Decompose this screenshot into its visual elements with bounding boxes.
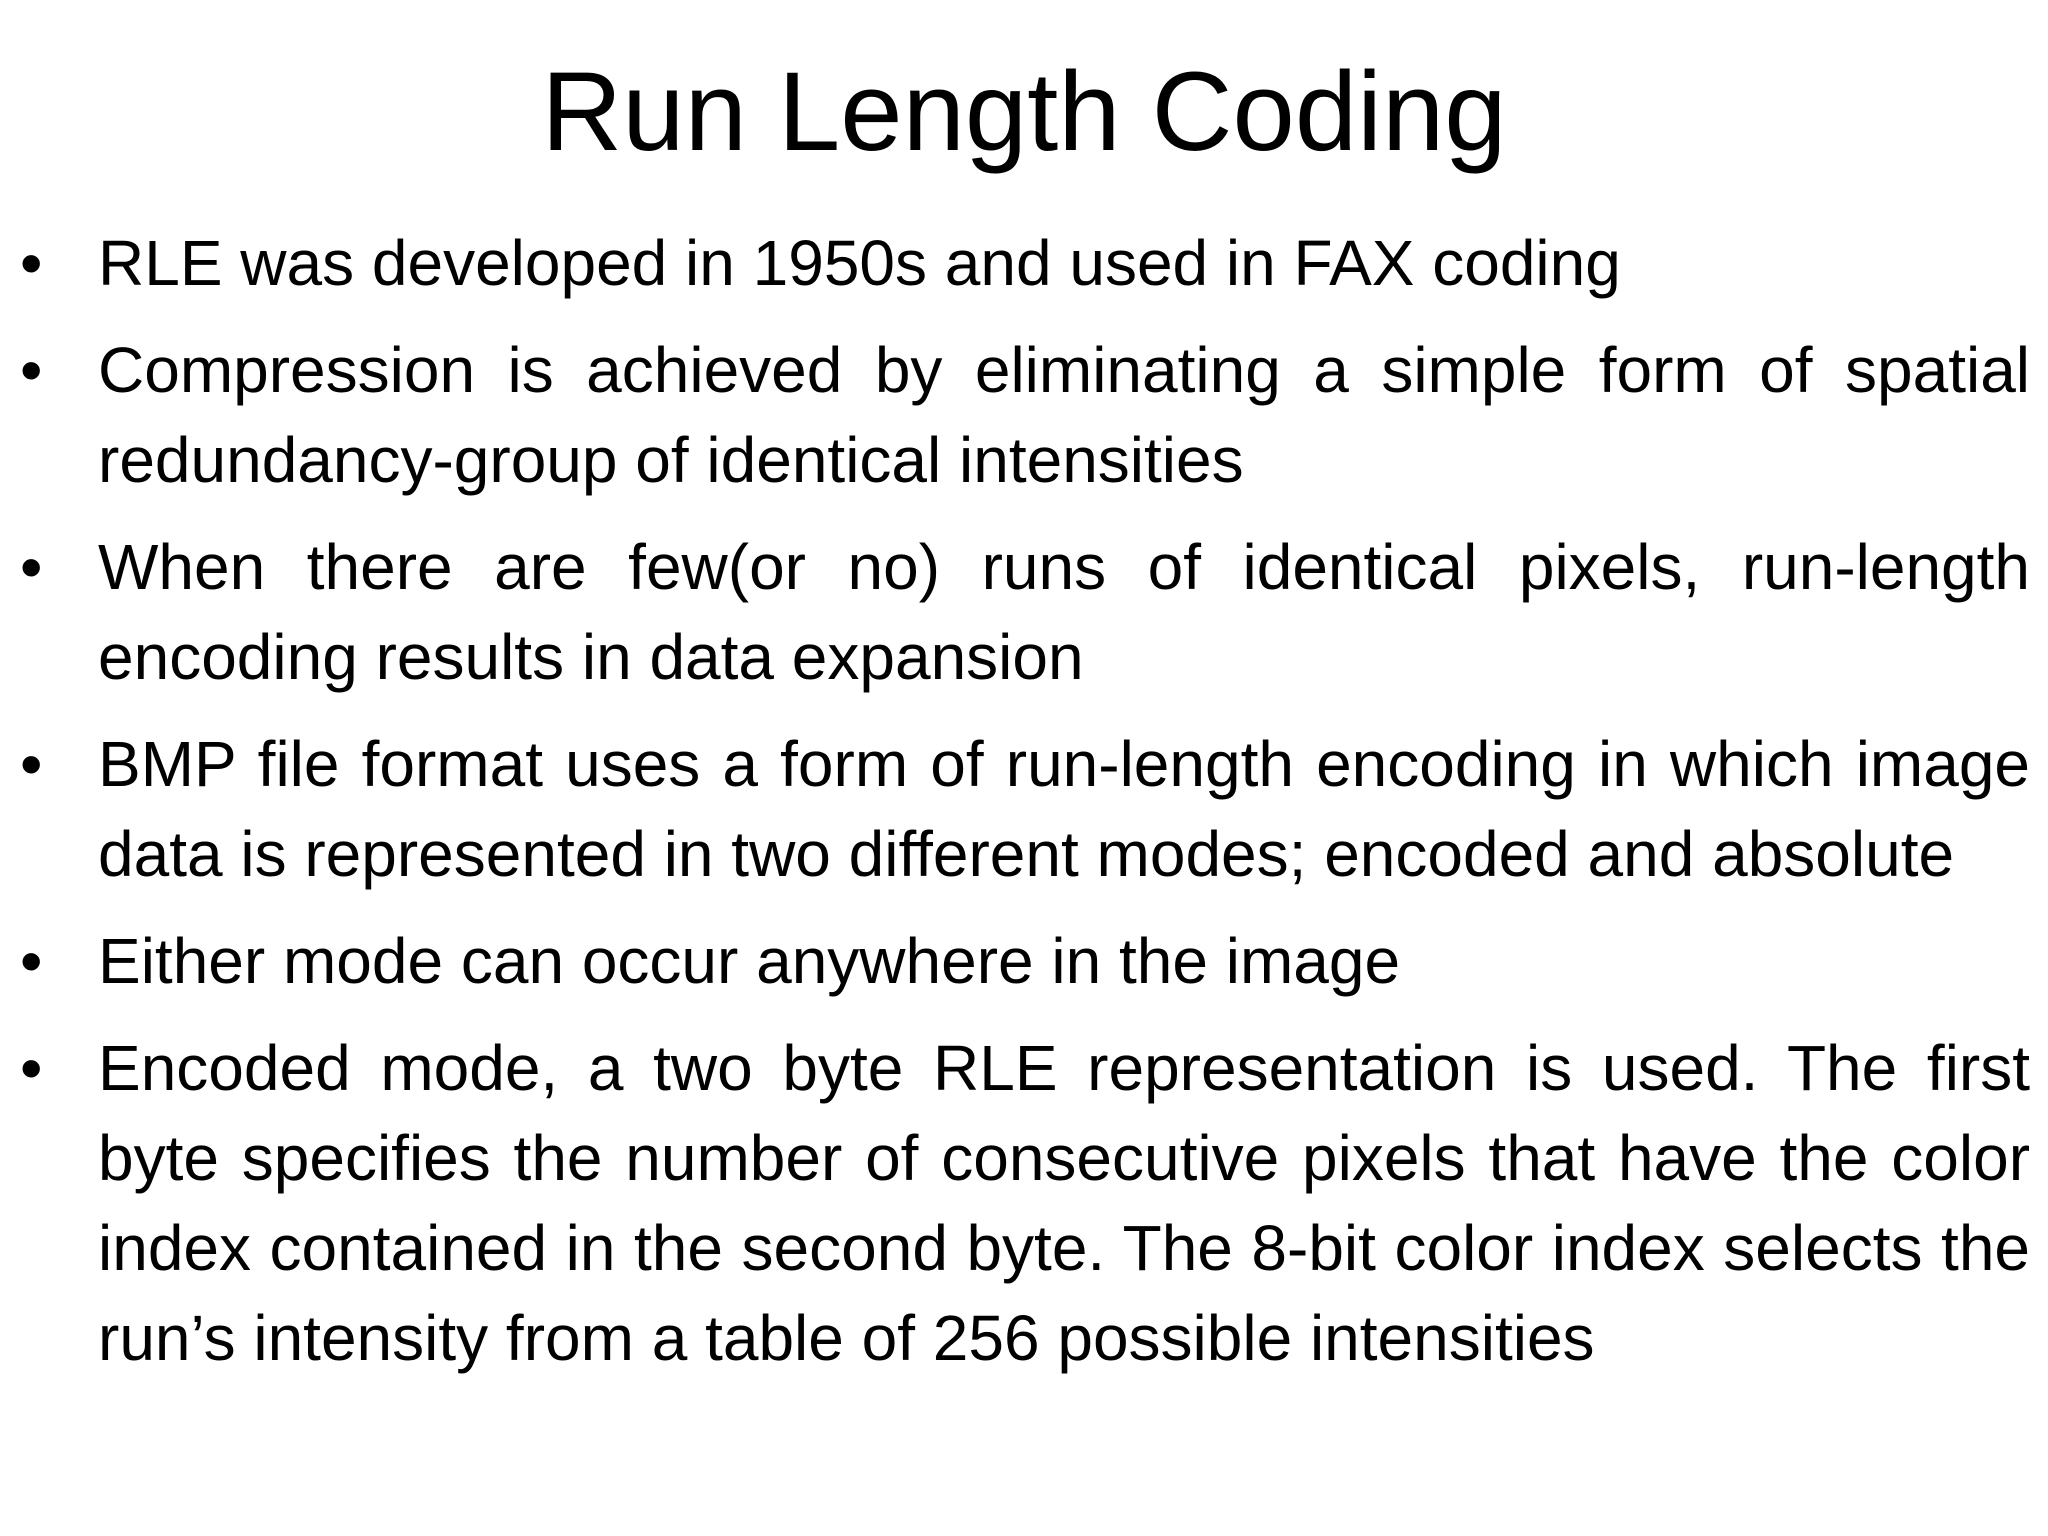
bullet-icon: • [20,728,43,800]
bullet-item [20,1023,2030,1383]
bullet-text: Encoded mode, a two byte RLE representation is used. The first byte specifies the number of consecutive pixels that have the color index contained in the second byte. The 8-bit color index selects the run’s intensity from a table of 256 possible intensities [98,1032,2030,1374]
bullet-icon: • [20,925,43,997]
bullet-text: When there are few(or no) runs of identical pixels, run-length encoding results in data expansion [98,531,2030,693]
bullet-icon: • [20,1032,43,1104]
bullet-text: RLE was developed in 1950s and used in FAX coding [98,227,1621,299]
bullet-item [20,719,2030,899]
bullet-icon: • [20,227,43,299]
bullet-text: Compression is achieved by eliminating a simple form of spatial redundancy-group of identical intensities [98,334,2030,496]
bullet-item [20,325,2030,505]
bullet-icon: • [20,334,43,406]
bullet-list [20,218,2030,1400]
bullet-item [20,218,2030,308]
bullet-item [20,522,2030,702]
bullet-icon: • [20,531,43,603]
bullet-text: BMP file format uses a form of run-length encoding in which image data is represented in two different modes; encoded and absolute [98,728,2030,890]
bullet-item [20,916,2030,1006]
slide-title: Run Length Coding [541,49,1507,174]
bullet-text: Either mode can occur anywhere in the image [98,925,1401,997]
